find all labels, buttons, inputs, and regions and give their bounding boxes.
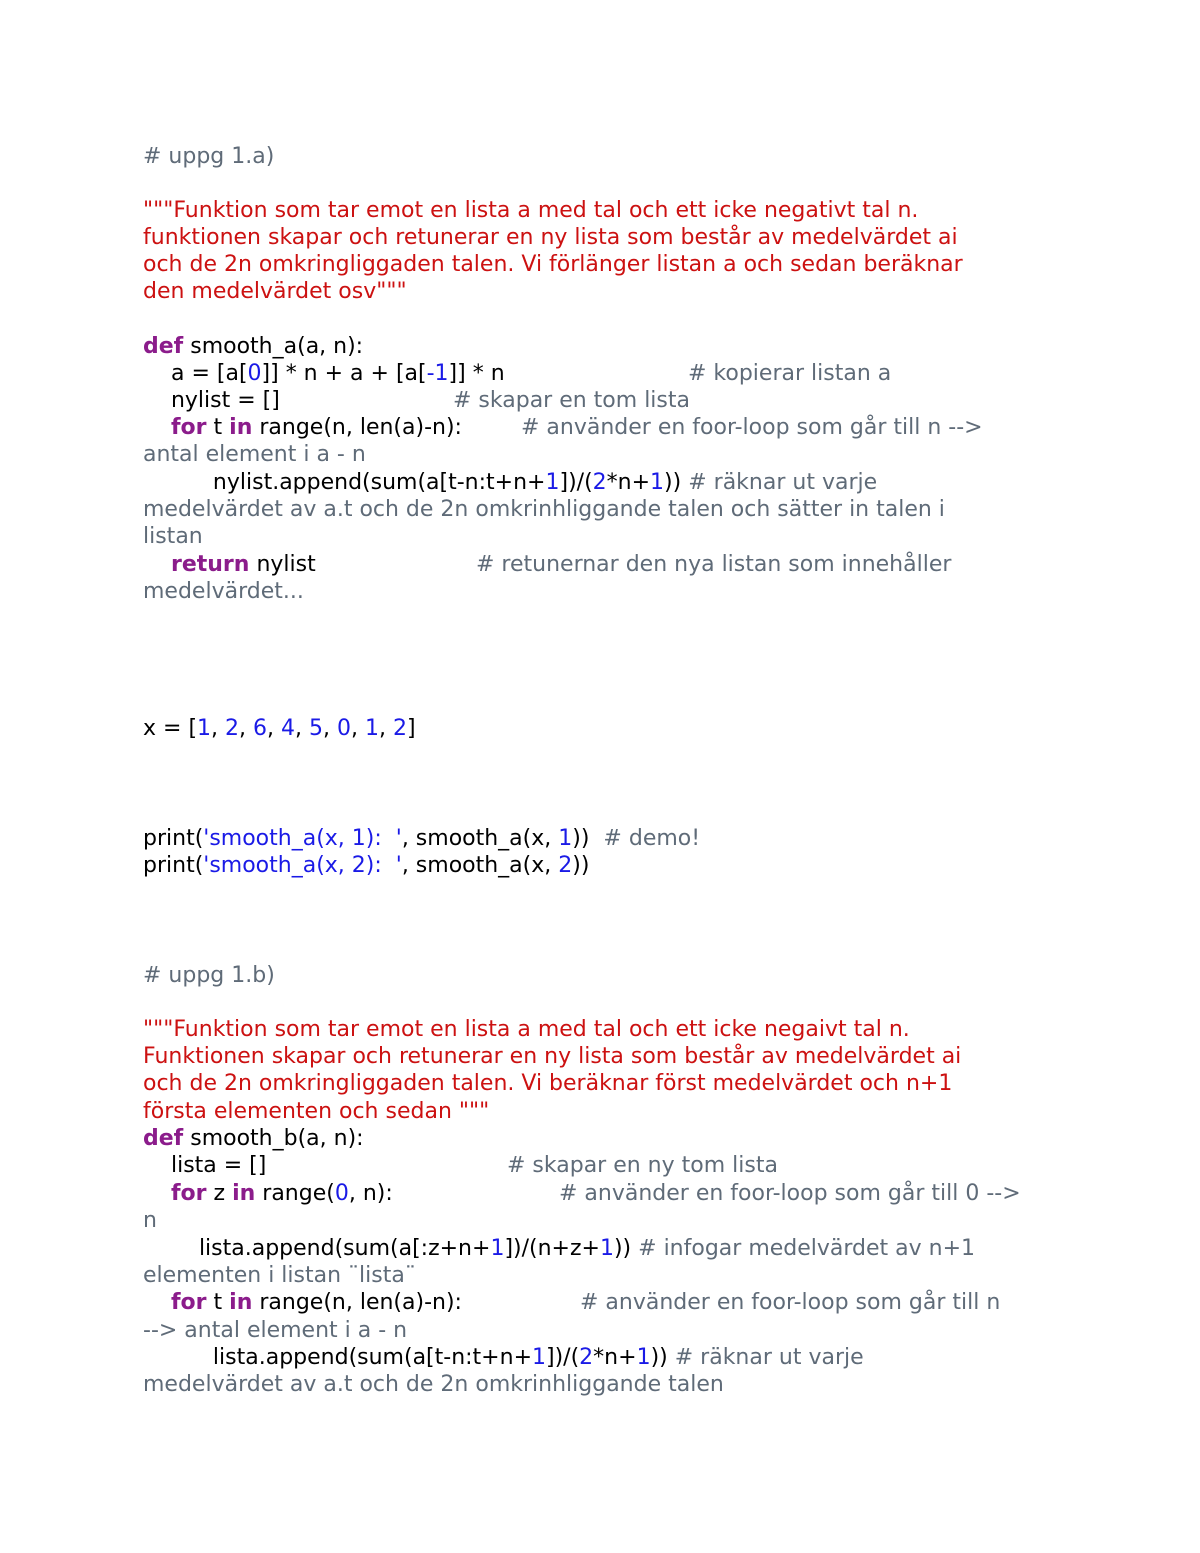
comma: ,	[323, 716, 338, 741]
list-value: 2	[393, 716, 408, 741]
string-literal: 'smooth_a(x, 1): '	[203, 826, 402, 851]
for-keyword: for	[170, 1181, 207, 1206]
comma: ,	[211, 716, 226, 741]
def-signature: smooth_b(a, n):	[183, 1126, 364, 1151]
indent	[143, 552, 171, 577]
section-b-docstring-line: Funktionen skapar och retunerar en ny lista som består av medelvärdet ai	[143, 1044, 962, 1069]
code-text: *n+	[593, 1345, 637, 1370]
append-t-comment-cont: medelvärdet av a.t och de 2n omkrinhliggande talen	[143, 1372, 724, 1397]
append-z-comment: # infogar medelvärdet av n+1	[638, 1236, 976, 1261]
for-loop-comment-cont: antal element i a - n	[143, 442, 366, 467]
code-text: ))	[664, 470, 689, 495]
indent	[143, 415, 171, 440]
code-text: ))	[650, 1345, 675, 1370]
section-a-docstring-line: den medelvärdet osv"""	[143, 279, 407, 304]
for-z-loop-comment-cont: n	[143, 1208, 157, 1233]
code-text: ))	[572, 853, 590, 878]
for-t-loop-line	[143, 1289, 462, 1316]
code-text: , n):	[348, 1181, 393, 1206]
code-text: lista.append(sum(a[t-n:t+n+	[143, 1345, 532, 1370]
append-t-comment: # räknar ut varje	[674, 1345, 864, 1370]
section-b-docstring-line: första elementen och sedan """	[143, 1099, 490, 1124]
code-text: ))	[572, 826, 604, 851]
number-literal: 1	[636, 1345, 651, 1370]
return-keyword: return	[170, 552, 250, 577]
section-b-header-comment: # uppg 1.b)	[143, 963, 275, 988]
append-line	[143, 469, 877, 496]
code-text: print(	[143, 826, 204, 851]
section-b-docstring-line: """Funktion som tar emot en lista a med tal och ett icke negaivt tal n.	[143, 1017, 910, 1042]
code-text: print(	[143, 853, 204, 878]
in-keyword: in	[229, 1290, 253, 1315]
code-text: ]] * n + a + [a[	[261, 361, 427, 386]
return-line	[143, 551, 316, 578]
smooth-a-def-line	[143, 333, 363, 360]
return-comment: # retunernar den nya listan som innehåller	[476, 552, 952, 577]
code-text: lista.append(sum(a[:z+n+	[143, 1236, 491, 1261]
code-text: ))	[613, 1236, 639, 1261]
nylist-init-comment: # skapar en tom lista	[453, 388, 690, 413]
return-value: nylist	[249, 552, 316, 577]
append-z-comment-cont: elementen i listan ¨lista¨	[143, 1263, 416, 1288]
list-value: 1	[365, 716, 380, 741]
loop-variable: z	[206, 1181, 233, 1206]
list-value: 1	[197, 716, 212, 741]
x-assign-suffix: ]	[407, 716, 416, 741]
x-assign-prefix: x = [	[143, 716, 198, 741]
number-literal: -1	[426, 361, 449, 386]
print-comment: # demo!	[603, 826, 701, 851]
code-text: , smooth_a(x,	[401, 853, 559, 878]
code-text: *n+	[606, 470, 651, 495]
number-literal: 0	[334, 1181, 349, 1206]
section-a-header-comment: # uppg 1.a)	[143, 144, 275, 169]
string-literal: 'smooth_a(x, 2): '	[203, 853, 402, 878]
append-comment-cont: listan	[143, 524, 203, 549]
def-keyword: def	[143, 1126, 184, 1151]
comma: ,	[239, 716, 254, 741]
print-line	[143, 825, 700, 852]
list-value: 0	[337, 716, 352, 741]
append-t-line	[143, 1344, 864, 1371]
extend-list-comment: # kopierar listan a	[688, 361, 892, 386]
list-value: 5	[309, 716, 324, 741]
smooth-b-def-line	[143, 1125, 364, 1152]
indent	[143, 1290, 171, 1315]
def-keyword: def	[143, 334, 184, 359]
code-text: a = [a[	[143, 361, 248, 386]
extend-list-line	[143, 360, 505, 387]
number-literal: 1	[490, 1236, 505, 1261]
append-comment-cont: medelvärdet av a.t och de 2n omkrinhliggande talen och sätter in talen i	[143, 497, 945, 522]
code-text: ])/(	[559, 470, 593, 495]
code-text: ]] * n	[448, 361, 505, 386]
lista-init-comment: # skapar en ny tom lista	[507, 1153, 778, 1178]
loop-range: range(n, len(a)-n):	[252, 1290, 462, 1315]
document-page	[143, 0, 1083, 1553]
number-literal: 2	[558, 853, 573, 878]
number-literal: 1	[532, 1345, 546, 1370]
indent	[143, 1181, 171, 1206]
number-literal: 1	[599, 1236, 614, 1261]
number-literal: 1	[558, 826, 573, 851]
comma: ,	[379, 716, 394, 741]
comma: ,	[295, 716, 310, 741]
for-z-loop-comment: # använder en foor-loop som går till 0 -->	[559, 1181, 1021, 1206]
return-comment-cont: medelvärdet...	[143, 579, 304, 604]
nylist-init-line: nylist = []	[143, 388, 280, 413]
number-literal: 1	[545, 470, 560, 495]
def-signature: smooth_a(a, n):	[183, 334, 364, 359]
in-keyword: in	[229, 415, 253, 440]
for-keyword: for	[170, 1290, 207, 1315]
number-literal: 2	[592, 470, 607, 495]
append-comment: # räknar ut varje	[688, 470, 878, 495]
number-literal: 0	[247, 361, 262, 386]
append-z-line	[143, 1235, 975, 1262]
for-keyword: for	[170, 415, 207, 440]
section-b-docstring-line: och de 2n omkringliggaden talen. Vi beräknar först medelvärdet och n+1	[143, 1071, 953, 1096]
for-t-loop-comment: # använder en foor-loop som går till n	[580, 1290, 1001, 1315]
loop-range: range(n, len(a)-n):	[252, 415, 462, 440]
x-assignment-line	[143, 715, 416, 742]
in-keyword: in	[232, 1181, 256, 1206]
loop-variable: t	[206, 415, 230, 440]
loop-variable: t	[206, 1290, 230, 1315]
code-text: ])/(	[546, 1345, 580, 1370]
section-a-docstring-line: """Funktion som tar emot en lista a med tal och ett icke negativt tal n.	[143, 198, 919, 223]
number-literal: 1	[650, 470, 665, 495]
lista-init-line: lista = []	[143, 1153, 267, 1178]
list-value: 4	[281, 716, 296, 741]
for-loop-comment: # använder en foor-loop som går till n -->	[521, 415, 983, 440]
comma: ,	[267, 716, 282, 741]
code-text: nylist.append(sum(a[t-n:t+n+	[143, 470, 546, 495]
section-a-docstring-line: och de 2n omkringliggaden talen. Vi förlänger listan a och sedan beräknar	[143, 252, 963, 277]
for-z-loop-line	[143, 1180, 393, 1207]
number-literal: 2	[579, 1345, 594, 1370]
section-a-docstring-line: funktionen skapar och retunerar en ny lista som består av medelvärdet ai	[143, 225, 958, 250]
list-value: 2	[225, 716, 240, 741]
for-loop-line	[143, 414, 462, 441]
list-value: 6	[253, 716, 268, 741]
code-text: range(	[255, 1181, 335, 1206]
code-text: ])/(n+z+	[504, 1236, 600, 1261]
comma: ,	[351, 716, 366, 741]
for-t-loop-comment-cont: --> antal element i a - n	[143, 1318, 408, 1343]
print-line	[143, 852, 589, 879]
code-text: , smooth_a(x,	[401, 826, 559, 851]
